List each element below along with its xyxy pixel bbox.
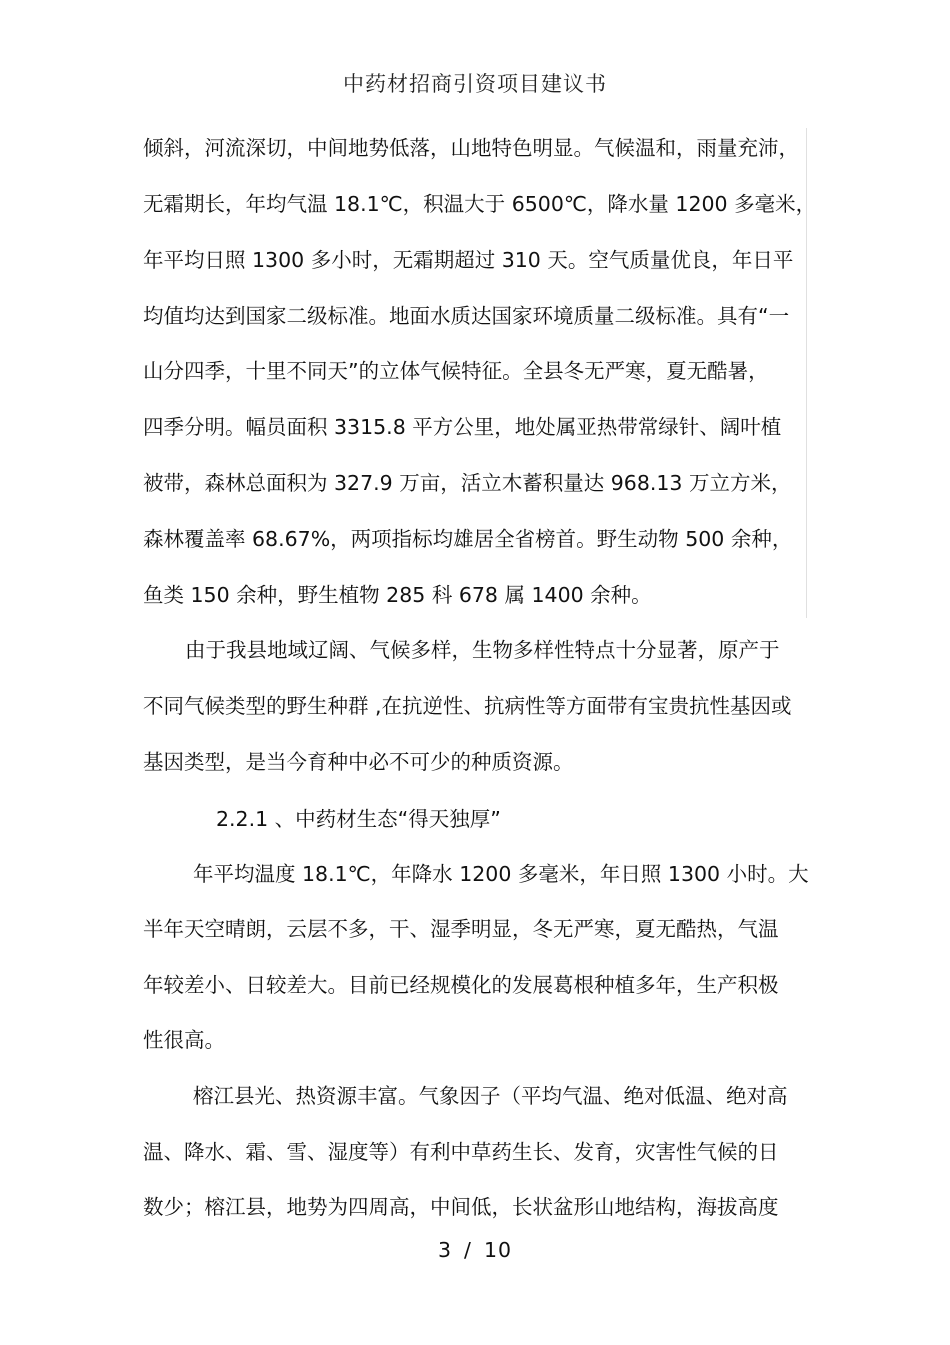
text-line: 鱼类 150 余种，野生植物 285 科 678 属 1400 余种。 (143, 583, 652, 607)
text-line: 不同气候类型的野生种群 ,在抗逆性、抗病性等方面带有宝贵抗性基因或 (143, 694, 792, 718)
text-line: 被带，森林总面积为 327.9 万亩，活立木蓄积量达 968.13 万立方米， (143, 471, 792, 495)
text-line: 无霜期长，年均气温 18.1℃，积温大于 6500℃，降水量 1200 多毫米， (143, 192, 817, 216)
text-line: 性很高。 (143, 1028, 225, 1052)
text-line: 温、降水、霜、雪、湿度等）有利中草药生长、发育，灾害性气候的日 (143, 1140, 779, 1164)
text-line: 半年天空晴朗，云层不多，干、湿季明显，冬无严寒，夏无酷热，气温 (143, 917, 779, 941)
text-line: 森林覆盖率 68.67%，两项指标均雄居全省榜首。野生动物 500 余种， (143, 527, 793, 551)
page-separator: / (464, 1238, 472, 1262)
text-line: 由于我县地域辽阔、气候多样，生物多样性特点十分显著，原产于 (185, 638, 780, 662)
text-line: 基因类型，是当今育种中必不可少的种质资源。 (143, 750, 574, 774)
text-line: 榕江县光、热资源丰富。气象因子（平均气温、绝对低温、绝对高 (193, 1084, 788, 1108)
section-heading: 2.2.1 、中药材生态“得天独厚” (216, 807, 501, 831)
text-line: 四季分明。幅员面积 3315.8 平方公里，地处属亚热带常绿针、阔叶植 (143, 415, 782, 439)
text-line: 年较差小、日较差大。目前已经规模化的发展葛根种植多年，生产积极 (143, 973, 779, 997)
text-line: 数少；榕江县，地势为四周高，中间低，长状盆形山地结构，海拔高度 (143, 1195, 779, 1219)
total-pages: 10 (483, 1238, 513, 1262)
text-line: 均值均达到国家二级标准。地面水质达国家环境质量二级标准。具有“一 (143, 304, 790, 328)
current-page: 3 (437, 1238, 453, 1262)
text-line: 山分四季，十里不同天”的立体气候特征。全县冬无严寒，夏无酷暑， (143, 359, 769, 383)
text-line: 年平均日照 1300 多小时，无霜期超过 310 天。空气质量优良，年日平 (143, 248, 794, 272)
page-number (0, 1238, 950, 1262)
text-line: 倾斜，河流深切，中间地势低落，山地特色明显。气候温和，雨量充沛， (143, 136, 799, 160)
text-line: 年平均温度 18.1℃，年降水 1200 多毫米，年日照 1300 小时。大 (193, 862, 809, 886)
document-header-title: 中药材招商引资项目建议书 (343, 72, 607, 96)
